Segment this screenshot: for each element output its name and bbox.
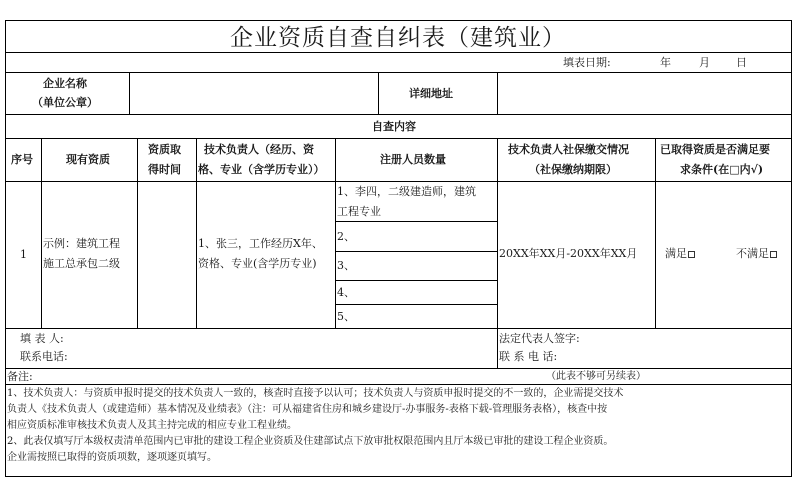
header-time-1: 资质取 [148, 143, 181, 156]
header-social-1: 技术负责人社保缴交情况 [508, 143, 629, 156]
header-time-2: 得时间 [148, 163, 181, 176]
row-qual-2: 施工总承包二级 [43, 257, 120, 270]
reg-item-1a: 1、李四，二级建造师，建筑 [337, 185, 476, 198]
rule-section-bottom [5, 138, 792, 139]
row-tech-1: 1、张三，工作经历X年、 [198, 237, 323, 250]
note-1-line-1: 1、技术负责人：与资质申报时提交的技术负责人一致的，核查时直接予以认可；技术负责人与资质申报时提交的不一致的，企业需提交技术 [7, 388, 624, 399]
page-title: 企业资质自查自纠表（建筑业） [230, 25, 566, 51]
rule-header-bottom [5, 181, 792, 182]
company-name-label: 企业名称 [43, 77, 87, 90]
reg-item-5: 5、 [337, 310, 355, 323]
header-tech-1: 技术负责人（经历、资 [204, 143, 314, 156]
row-tech-2: 资格、专业(含学历专业) [198, 257, 317, 270]
header-tech-2: 格、专业（含学历专业）） [198, 163, 325, 176]
reg-item-1b: 工程专业 [337, 205, 381, 218]
row-seq: 1 [20, 248, 27, 261]
rule-col-4 [335, 138, 336, 328]
satisfied-option [665, 248, 695, 259]
rule-company-bottom [5, 114, 792, 115]
not-enough-note: （此表不够可另续表） [546, 371, 646, 382]
reg-item-2: 2、 [337, 230, 355, 243]
fill-date-day: 日 [736, 56, 747, 69]
header-qual: 现有资质 [66, 153, 110, 166]
phone-right-label: 联 系 电 话: [499, 350, 558, 363]
satisfied-checkbox[interactable] [688, 251, 695, 258]
fill-date-label: 填表日期: [563, 56, 611, 69]
section-title: 自查内容 [372, 120, 416, 133]
rule-col-2 [137, 138, 138, 328]
note-2-line-1: 2、此表仅填写厅本级权责清单范围内已审批的建设工程企业资质及住建部试点下放审批权限范围内且厅本级已审批的建设工程企业资质。 [7, 436, 614, 447]
rule-reg-3 [335, 280, 497, 281]
rule-col-1 [41, 138, 42, 328]
filler-label: 填 表 人: [20, 332, 64, 345]
rule-reg-1 [335, 221, 497, 222]
not-satisfied-checkbox[interactable] [770, 251, 777, 258]
note-2-line-2: 企业需按照已取得的资质项数，逐项逐页填写。 [7, 452, 217, 463]
rule-row-bottom [5, 328, 792, 329]
not-satisfied-option [736, 248, 777, 259]
header-cond-1: 已取得资质是否满足要 [660, 143, 770, 156]
rule-col-3 [196, 138, 197, 328]
rule-col-6 [655, 138, 656, 328]
rule-col-5 [497, 138, 498, 368]
satisfied-label: 满足 [665, 247, 687, 260]
company-seal-label: （单位公章） [32, 96, 98, 109]
reg-item-3: 3、 [337, 259, 355, 272]
header-cond-2: 求条件(在□内√) [680, 163, 764, 176]
rule-left [5, 20, 6, 476]
rule-company-3 [497, 72, 498, 114]
row-social: 20XX年XX月-20XX年XX月 [499, 247, 638, 260]
legal-rep-label: 法定代表人签字: [499, 332, 580, 345]
rule-table-top [5, 72, 792, 73]
reg-item-4: 4、 [337, 286, 355, 299]
phone-left-label: 联系电话: [20, 350, 68, 363]
rule-footer-bottom [5, 368, 792, 369]
rule-company-1 [129, 72, 130, 114]
note-1-line-2: 负责人《技术负责人（或建造师）基本情况及业绩表》（注：可从福建省住房和城乡建设厅-办事服务-表格下载-管理服务表格），核查中按 [7, 404, 608, 415]
header-reg: 注册人员数量 [380, 153, 446, 166]
rule-remarks-bottom [5, 384, 792, 385]
rule-bottom [5, 476, 792, 477]
rule-top [5, 20, 792, 21]
rule-reg-4 [335, 304, 497, 305]
note-1-line-3: 相应资质标准审核技术负责人及其主持完成的相应专业工程业绩。 [7, 420, 297, 431]
header-social-2: （社保缴纳期限） [529, 163, 617, 176]
header-seq: 序号 [11, 153, 33, 166]
remarks-label: 备注: [7, 370, 33, 383]
not-satisfied-label: 不满足 [736, 247, 769, 260]
fill-date-year: 年 [660, 56, 671, 69]
rule-right [791, 20, 792, 476]
company-address-label: 详细地址 [409, 87, 453, 100]
rule-below-title [5, 52, 792, 53]
row-qual-1: 示例：建筑工程 [43, 237, 120, 250]
fill-date-month: 月 [699, 56, 710, 69]
rule-reg-2 [335, 251, 497, 252]
rule-company-2 [378, 72, 379, 114]
